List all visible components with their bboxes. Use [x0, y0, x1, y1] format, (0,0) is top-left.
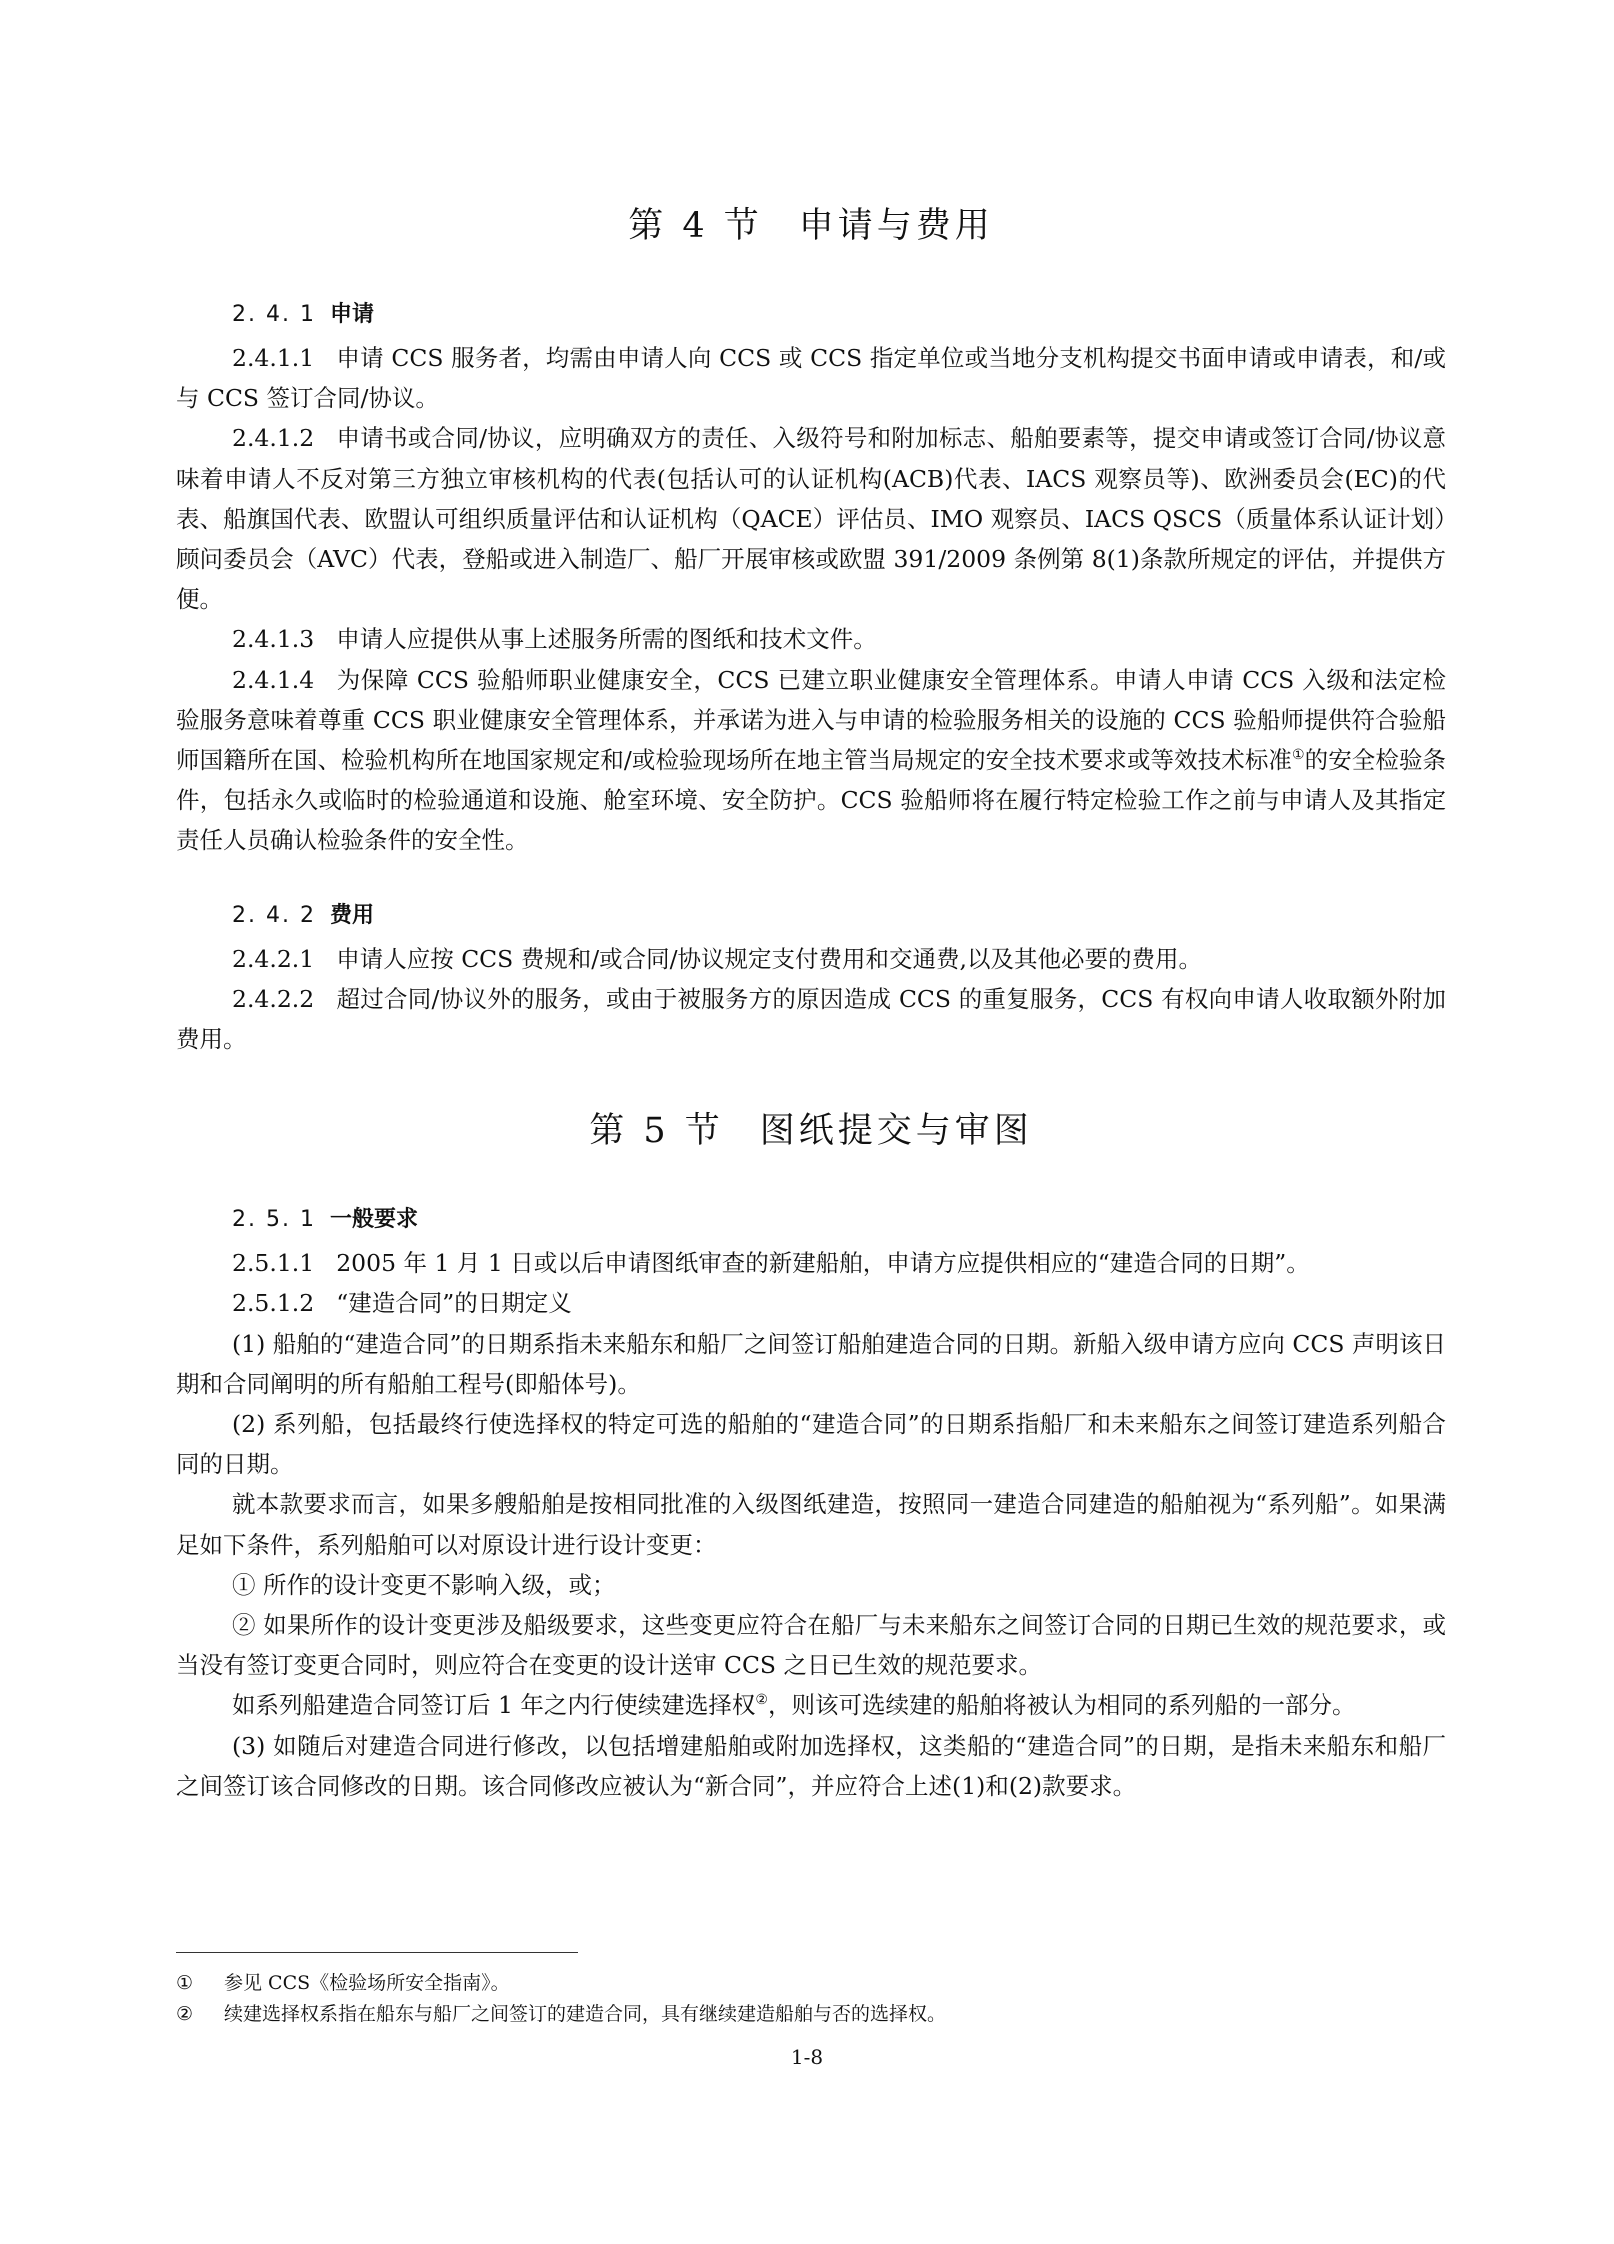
item-3: (3) 如随后对建造合同进行修改，以包括增建船舶或附加选择权，这类船的“建造合同”的日期，是指未来船东和船厂之间签订该合同修改的日期。该合同修改应被认为“新合同”，并应符合上述(1)和(2)款要求。 [176, 1731, 1446, 1800]
series-ship-paragraph: 就本款要求而言，如果多艘船舶是按相同批准的入级图纸建造，按照同一建造合同建造的船舶视为“系列船”。如果满足如下条件，系列船舶可以对原设计进行设计变更： [176, 1490, 1446, 1559]
footnote-divider [176, 1952, 578, 1953]
page-number: 1-8 [790, 2045, 824, 2069]
clause-2-4-1-1: 2.4.1.1 申请 CCS 服务者，均需由申请人向 CCS 或 CCS 指定单位或当地分支机构提交书面申请或申请表，和/或与 CCS 签订合同/协议。 [176, 344, 1446, 413]
heading-2-4-2: 2. 4. 2 费用 [232, 902, 375, 928]
item-2: (2) 系列船，包括最终行使选择权的特定可选的船舶的“建造合同”的日期系指船厂和未来船东之间签订建造系列船合同的日期。 [176, 1410, 1446, 1479]
clause-2-4-2-1: 2.4.2.1 申请人应按 CCS 费规和/或合同/协议规定支付费用和交通费,以及其他必要的费用。 [232, 944, 1203, 973]
footnotes [176, 1968, 1446, 2030]
clause-2-5-1-1: 2.5.1.1 2005 年 1 月 1 日或以后申请图纸审查的新建船舶，申请方应提供相应的“建造合同的日期”。 [232, 1249, 1310, 1278]
section-5-number: 第 5 节 [589, 1111, 724, 1152]
section-4-title [176, 198, 1446, 248]
option-paragraph: 如系列船建造合同签订后 1 年之内行使续建选择权②，则该可选续建的船舶将被认为相同的系列船的一部分。 [232, 1691, 1356, 1720]
clause-2-4-1-3: 2.4.1.3 申请人应提供从事上述服务所需的图纸和技术文件。 [232, 625, 877, 654]
item-1: (1) 船舶的“建造合同”的日期系指未来船东和船厂之间签订船舶建造合同的日期。新船入级申请方应向 CCS 声明该日期和合同阐明的所有船舶工程号(即船体号)。 [176, 1329, 1446, 1398]
footnote-1: ① 参见 CCS《检验场所安全指南》。 [176, 1972, 510, 1994]
clause-2-4-1-4: 2.4.1.4 为保障 CCS 验船师职业健康安全，CCS 已建立职业健康安全管理体系。申请人申请 CCS 入级和法定检验服务意味着尊重 CCS 职业健康安全管理体系，并承诺为进入与申请的检验服务相关的设施的 CCS 验船师提供符合验船师国籍所在国、检验机构所在地国家规定和/或检验现场所在地主管当局规定的安全技术要求或等效技术标准①的安全检验条件，包括永久或临时的检验通道和设施、舱室环境、安全防护。CCS 验船师将在履行特定检验工作之前与申请人及其指定责任人员确认检验条件的安全性。 [176, 665, 1447, 855]
condition-1: ① 所作的设计变更不影响入级，或； [232, 1570, 616, 1599]
clause-2-4-2-2: 2.4.2.2 超过合同/协议外的服务，或由于被服务方的原因造成 CCS 的重复服务，CCS 有权向申请人收取额外附加费用。 [176, 984, 1446, 1054]
section-4-number: 第 4 节 [628, 206, 763, 246]
footnote-ref-1[interactable]: ① [1292, 747, 1305, 764]
section-5-title [176, 1103, 1446, 1153]
clause-2-5-1-2: 2.5.1.2 “建造合同”的日期定义 [232, 1289, 572, 1318]
footnote-ref-2[interactable]: ② [755, 1692, 768, 1709]
section-4-name: 申请与费用 [798, 206, 994, 246]
footnote-2: ② 续建选择权系指在船东与船厂之间签订的建造合同，具有继续建造船舶与否的选择权。 [176, 2003, 947, 2025]
heading-2-4-1: 2. 4. 1 申请 [232, 302, 375, 327]
page-content [176, 198, 1446, 1806]
condition-2: ② 如果所作的设计变更涉及船级要求，这些变更应符合在船厂与未来船东之间签订合同的日期已生效的规范要求，或当没有签订变更合同时，则应符合在变更的设计送审 CCS 之日已生效的规范要求。 [176, 1611, 1446, 1680]
clause-2-4-1-2: 2.4.1.2 申请书或合同/协议，应明确双方的责任、入级符号和附加标志、船舶要素等，提交申请或签订合同/协议意味着申请人不反对第三方独立审核机构的代表(包括认可的认证机构(ACB)代表、IACS 观察员等)、欧洲委员会(EC)的代表、船旗国代表、欧盟认可组织质量评估和认证机构（QACE）评估员、IMO 观察员、IACS QSCS（质量体系认证计划）顾问委员会（AVC）代表，登船或进入制造厂、船厂开展审核或欧盟 391/2009 条例第 8(1)条款所规定的评估，并提供方便。 [176, 424, 1446, 614]
heading-2-5-1: 2. 5. 1 一般要求 [232, 1207, 419, 1233]
section-5-name: 图纸提交与审图 [759, 1111, 1033, 1152]
